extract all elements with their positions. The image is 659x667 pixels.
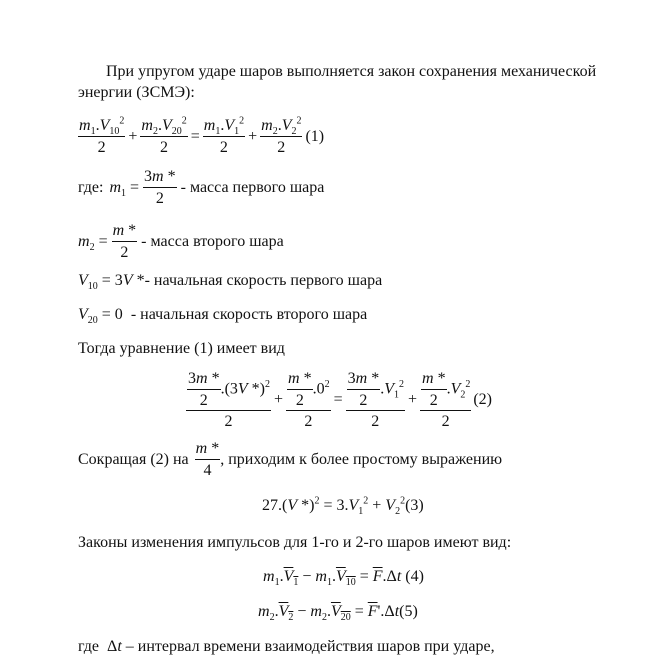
last-line: где Δt – интервал времени взаимодействия шаров при ударе, — [78, 638, 495, 655]
equation-4-label: (4) — [405, 568, 424, 585]
reduce-before: Сокращая (2) на — [78, 450, 189, 468]
v20-text: - начальная скорость второго шара — [130, 306, 368, 323]
equation-3-label: (3) — [405, 497, 424, 514]
last-where: где — [78, 638, 100, 655]
v10-text: - начальная скорость первого шара — [144, 272, 383, 289]
m1-definition: где: $m_1$ = $\frac{3m *}{2}$ - масса первого шара — [78, 168, 325, 207]
m2-definition: $m_2$ = $\frac{m *}{2}$ - масса второго шара — [78, 222, 284, 261]
where-label: где: — [78, 178, 104, 196]
v10-definition: $V_{10} = 3V$ *- начальная скорость первого шара — [78, 272, 383, 293]
reduce-line: Сокращая (2) на $\frac{m *}{4}$ , приходим к более простому выражению — [78, 440, 503, 479]
equation-5-label: (5) — [399, 603, 418, 620]
last-text: – интервал времени взаимодействия шаров при ударе, — [125, 638, 495, 655]
then-text: Тогда уравнение (1) имеет вид — [78, 340, 285, 357]
intro-line-1: При упругом ударе шаров выполняется закон сохранения механической — [106, 63, 597, 80]
equation-2: $\frac{3m *}{2}$ .(3V *)$^2$ 2 + $\frac{m *}{2}$ $.0^2$ 2 = $\frac{3m *}{2}$ $.V_1^2$ 2 + $\frac{m *}{2}$ $.V_2^2$ 2 (2) — [188, 370, 492, 431]
equation-4: $m_1.\overline{V}_1 - m_1.\overline{V}_{10} = \overline{F}.\Delta t$ (4) — [263, 568, 424, 589]
equation-5: $m_2.\overline{V}_2 - m_2.\overline{V}_{20} = \overline{F}'.\Delta t(5)$ — [258, 603, 418, 624]
equation-3: 27.(V $*)^2 = 3.V_1^2 + V_2^2(3)$ — [262, 495, 424, 518]
m1-text: - масса первого шара — [180, 178, 325, 196]
equation-1-label: (1) — [305, 127, 325, 145]
equation-1: $\frac{m_1.V_{10}^2}{2}$ + $\frac{m_2.V_{20}^2}{2}$ = $\frac{m_1.V_1^2}{2}$ + $\frac{m_2.V_2^2}{2}$ (1) — [79, 115, 325, 156]
intro-line-2: энергии (ЗСМЭ): — [78, 84, 195, 101]
m2-text: - масса второго шара — [141, 232, 284, 250]
equation-2-label: (2) — [473, 391, 492, 409]
v20-definition: $V_{20} = 0$ - начальная скорость второго шара — [78, 306, 368, 327]
reduce-after: , приходим к более простому выражению — [220, 450, 503, 468]
impulse-text: Законы изменения импульсов для 1-го и 2-го шаров имеют вид: — [78, 534, 512, 551]
